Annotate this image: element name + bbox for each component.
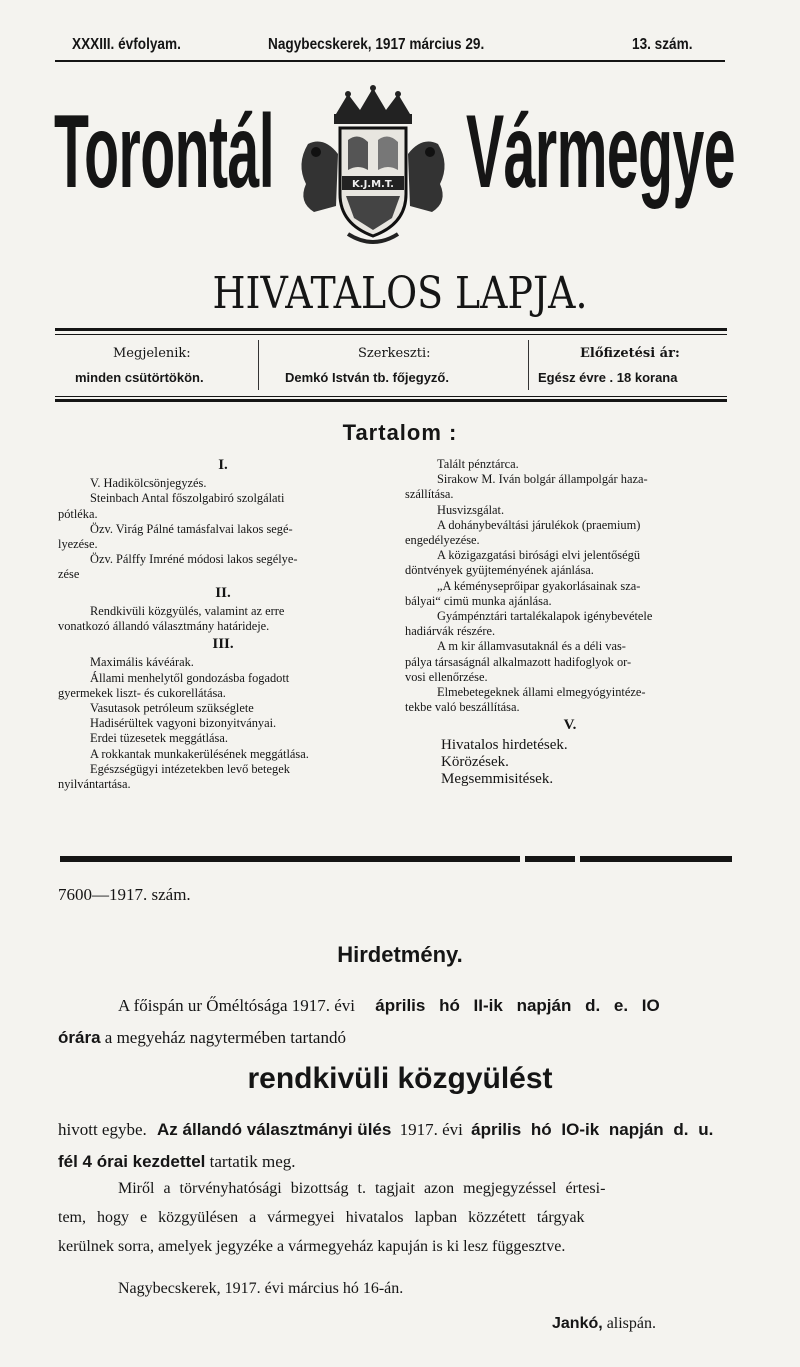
toc-entry: I.: [218, 457, 228, 473]
toc-entry: V.: [563, 717, 577, 734]
toc-entry: Rendkivüli közgyülés, valamint az erre: [90, 603, 285, 618]
editor-label: Szerkeszti:: [358, 346, 431, 361]
toc-entry: A közigazgatási birósági elvi jelentőségü: [437, 548, 641, 563]
toc-entry: nyilvántartása.: [58, 777, 131, 792]
notice-p2-f: tartatik meg.: [209, 1152, 296, 1171]
info-rule-top-thin: [55, 334, 727, 335]
notice-p1-b: április hó II-ik napján d. e. IO: [375, 996, 660, 1015]
notice-p3-line2: tem, hogy e közgyülésen a vármegyei hivatalos lapban közzétett tárgyak: [58, 1209, 585, 1226]
notice-title: Hirdetmény.: [337, 942, 463, 967]
toc-entry: Talált pénztárca.: [437, 457, 519, 471]
toc-left-column: [58, 455, 388, 792]
toc-entry: II.: [215, 584, 231, 601]
publication-value: minden csütörtökön.: [75, 370, 204, 385]
notice-p1-a: A főispán ur Őméltósága 1917. évi: [118, 996, 356, 1015]
toc-entry: A m kir államvasutaknál és a déli vas-: [437, 639, 626, 654]
section-rule-a: [60, 856, 520, 862]
svg-text:K.J.M.T.: K.J.M.T.: [352, 179, 394, 190]
toc-entry: V. Hadikölcsönjegyzés.: [90, 476, 207, 491]
toc-entry: Özv. Pálffy Imréné módosi lakos segélye-: [90, 552, 298, 567]
notice-p2-c: 1917. évi: [399, 1120, 463, 1139]
info-rule-bottom: [55, 399, 727, 402]
notice-signature: [552, 1315, 656, 1333]
toc-entry: lyezése.: [58, 537, 98, 552]
toc-entry: Hivatalos hirdetések.: [441, 736, 568, 753]
header-rule: [55, 60, 725, 62]
toc-entry: döntvények gyüjteményének ajánlása.: [405, 563, 594, 578]
place-date: Nagybecskerek, 1917 március 29.: [268, 36, 485, 53]
masthead-left: Torontál: [54, 94, 275, 210]
toc-entry: Erdei tüzesetek meggátlása.: [90, 731, 228, 746]
toc-entry: Husvizsgálat.: [437, 502, 505, 517]
notice-number: 7600—1917. szám.: [58, 885, 191, 904]
toc-entry: Vasutasok petróleum szükséglete: [90, 701, 254, 716]
toc-entry: A rokkantak munkakerülésének meggátlása.: [90, 746, 309, 761]
toc-entry: Maximális kávéárak.: [90, 655, 194, 670]
issue-number: 13. szám.: [632, 36, 693, 53]
toc-entry: vosi ellenőrzése.: [405, 669, 488, 684]
info-rule-top: [55, 328, 727, 331]
toc-entry: gyermekek liszt- és cukorellátása.: [58, 685, 226, 700]
info-divider-1: [258, 340, 259, 390]
toc-entry: Steinbach Antal főszolgabiró szolgálati: [90, 491, 285, 506]
toc-entry: vonatkozó állandó választmány határideje.: [58, 619, 270, 634]
notice-p2-e: fél 4 órai kezdettel: [58, 1152, 206, 1171]
toc-entry: III.: [212, 636, 234, 653]
publication-label: Megjelenik:: [113, 346, 191, 361]
toc-entry: tekbe való beszállítása.: [405, 700, 520, 715]
toc-entry: pótléka.: [58, 506, 98, 521]
toc-entry: Egészségügyi intézetekben levő betegek: [90, 761, 290, 776]
notice-p3-line1: Miről a törvényhatósági bizottság t. tagjait azon megjegyzéssel értesi-: [118, 1180, 606, 1197]
signature-name: Jankó,: [552, 1315, 603, 1332]
info-box: [55, 340, 727, 392]
masthead-subtitle: HIVATALOS LAPJA.: [212, 268, 588, 319]
toc-entry: Gyámpénztári tartalékalapok igénybevétele: [437, 609, 653, 624]
toc-entry: Elmebetegeknek állami elmegyógyintéze-: [437, 685, 646, 700]
notice-p1-d: a megyeház nagytermében tartandó: [104, 1028, 346, 1047]
notice-line-2: [58, 1028, 346, 1048]
toc-entry: Állami menhelytől gondozásba fogadott: [90, 670, 290, 685]
toc-entry: A dohánybeváltási járulékok (praemium): [437, 517, 641, 532]
notice-line-3: [58, 1120, 713, 1140]
notice-p1-c: órára: [58, 1028, 101, 1047]
notice-big-heading: rendkivüli közgyülést: [247, 1062, 553, 1095]
toc-entry: Özv. Virág Pálné tamásfalvai lakos segé-: [90, 521, 293, 536]
toc-title: Tartalom :: [342, 420, 458, 445]
toc-entry: zése: [58, 567, 80, 582]
notice-p2-b: Az állandó választmányi ülés: [157, 1120, 392, 1139]
volume-label: XXXIII. évfolyam.: [72, 36, 181, 53]
toc-right-column: [405, 457, 735, 788]
toc-entry: Körözések.: [441, 753, 509, 770]
notice-p2-a: hivott egybe.: [58, 1120, 147, 1139]
signature-title: alispán.: [606, 1315, 657, 1332]
notice-date: Nagybecskerek, 1917. évi március hó 16-án.: [118, 1280, 404, 1297]
county-crest-icon: [288, 84, 458, 256]
masthead-right: Vármegye: [466, 94, 736, 210]
info-divider-2: [528, 340, 529, 390]
notice-p2-d: április hó IO-ik napján d. u.: [471, 1120, 714, 1139]
toc-entry: Hadisérültek vagyoni bizonyitványai.: [90, 716, 277, 731]
section-rule-c: [580, 856, 732, 862]
notice-line-1: [118, 996, 660, 1016]
editor-value: Demkó István tb. főjegyző.: [285, 370, 449, 385]
toc-entry: hadiárvák részére.: [405, 624, 496, 639]
toc-entry: „A kéményseprőipar gyakorlásainak sza-: [437, 578, 641, 593]
toc-entry: engedélyezése.: [405, 533, 480, 548]
section-rule-b: [525, 856, 575, 862]
toc-entry: szállítása.: [405, 487, 454, 502]
toc-entry: Sirakow M. Iván bolgár állampolgár haza-: [437, 472, 648, 487]
toc-entry: bályai“ cimü munka ajánlása.: [405, 593, 552, 608]
toc-entry: pálya társaságnál alkalmazott hadifoglyok or-: [405, 654, 632, 669]
info-rule-bottom-thin: [55, 396, 727, 397]
notice-p3-line3: kerülnek sorra, amelyek jegyzéke a vármegyeház kapuján is ki lesz függesztve.: [58, 1238, 566, 1255]
subscription-label: Előfizetési ár:: [580, 346, 680, 361]
notice-line-4: [58, 1152, 296, 1172]
toc-entry: Megsemmisitések.: [441, 770, 554, 787]
subscription-value: Egész évre . 18 korana: [538, 370, 678, 385]
